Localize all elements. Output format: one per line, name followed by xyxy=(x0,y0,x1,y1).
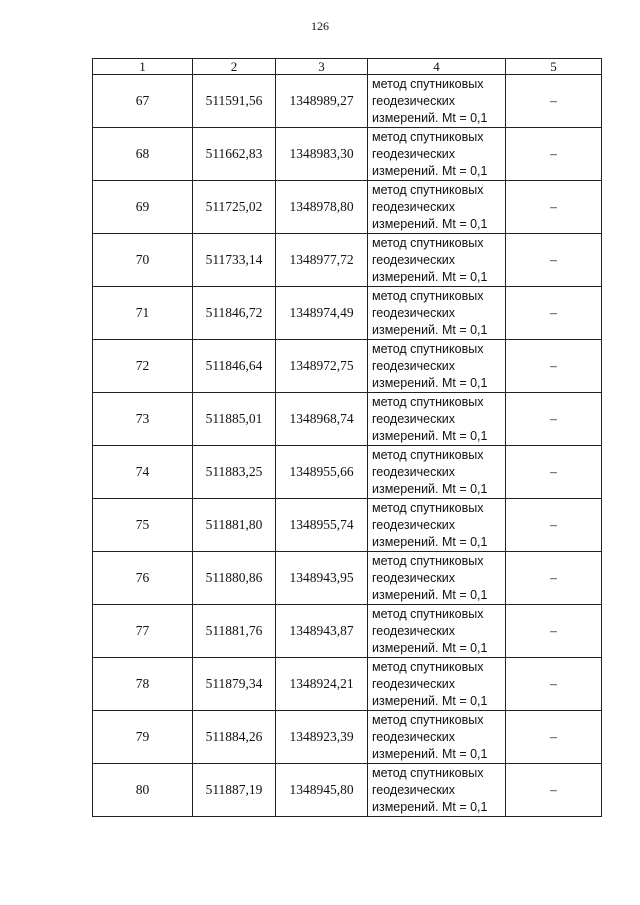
coordinate-x: 511662,83 xyxy=(193,128,276,181)
method-line-2: геодезических xyxy=(372,93,456,108)
coordinate-x: 511733,14 xyxy=(193,234,276,287)
method-line-3: измерений. Mt = 0,1 xyxy=(372,746,488,761)
note-cell: – xyxy=(506,658,602,711)
table-row xyxy=(93,128,602,181)
table-row xyxy=(93,75,602,128)
point-number: 68 xyxy=(93,128,193,181)
note-cell: – xyxy=(506,499,602,552)
point-number: 69 xyxy=(93,181,193,234)
coordinate-x: 511846,64 xyxy=(193,340,276,393)
table-row xyxy=(93,605,602,658)
header-row xyxy=(93,59,602,75)
coordinate-y: 1348968,74 xyxy=(276,393,368,446)
coordinate-x: 511887,19 xyxy=(193,764,276,817)
coordinate-y: 1348977,72 xyxy=(276,234,368,287)
method-line-2: геодезических xyxy=(372,411,456,426)
coordinate-x: 511883,25 xyxy=(193,446,276,499)
method-line-3: измерений. Mt = 0,1 xyxy=(372,428,488,443)
coordinate-x: 511880,86 xyxy=(193,552,276,605)
coordinate-y: 1348943,95 xyxy=(276,552,368,605)
method-line-3: измерений. Mt = 0,1 xyxy=(372,322,488,337)
method-line-3: измерений. Mt = 0,1 xyxy=(372,375,488,390)
table-body xyxy=(93,75,602,817)
method-cell xyxy=(368,446,506,499)
note-cell: – xyxy=(506,181,602,234)
table-row xyxy=(93,552,602,605)
coordinate-x: 511846,72 xyxy=(193,287,276,340)
method-line-2: геодезических xyxy=(372,570,456,585)
method-line-2: геодезических xyxy=(372,305,456,320)
note-cell: – xyxy=(506,75,602,128)
method-cell xyxy=(368,499,506,552)
point-number: 67 xyxy=(93,75,193,128)
point-number: 72 xyxy=(93,340,193,393)
method-line-3: измерений. Mt = 0,1 xyxy=(372,587,488,602)
method-cell xyxy=(368,75,506,128)
note-cell: – xyxy=(506,234,602,287)
method-line-2: геодезических xyxy=(372,517,456,532)
coordinate-y: 1348955,66 xyxy=(276,446,368,499)
note-cell: – xyxy=(506,552,602,605)
header-col-5: 5 xyxy=(506,59,602,75)
point-number: 78 xyxy=(93,658,193,711)
table-row xyxy=(93,711,602,764)
coordinate-y: 1348955,74 xyxy=(276,499,368,552)
point-number: 77 xyxy=(93,605,193,658)
method-cell xyxy=(368,128,506,181)
table-row xyxy=(93,340,602,393)
method-line-2: геодезических xyxy=(372,623,456,638)
method-line-3: измерений. Mt = 0,1 xyxy=(372,216,488,231)
point-number: 71 xyxy=(93,287,193,340)
method-line-3: измерений. Mt = 0,1 xyxy=(372,163,488,178)
page-number: 126 xyxy=(311,19,329,33)
method-line-3: измерений. Mt = 0,1 xyxy=(372,693,488,708)
coordinate-x: 511884,26 xyxy=(193,711,276,764)
note-cell: – xyxy=(506,128,602,181)
method-line-1: метод спутниковых xyxy=(372,182,484,197)
method-line-1: метод спутниковых xyxy=(372,341,484,356)
method-line-1: метод спутниковых xyxy=(372,129,484,144)
method-cell xyxy=(368,234,506,287)
coordinate-y: 1348943,87 xyxy=(276,605,368,658)
table-row xyxy=(93,764,602,817)
method-line-2: геодезических xyxy=(372,676,456,691)
method-line-2: геодезических xyxy=(372,729,456,744)
coordinate-x: 511725,02 xyxy=(193,181,276,234)
coordinate-y: 1348945,80 xyxy=(276,764,368,817)
method-line-3: измерений. Mt = 0,1 xyxy=(372,534,488,549)
point-number: 75 xyxy=(93,499,193,552)
table-row xyxy=(93,499,602,552)
method-line-1: метод спутниковых xyxy=(372,500,484,515)
note-cell: – xyxy=(506,393,602,446)
coordinate-y: 1348972,75 xyxy=(276,340,368,393)
method-line-3: измерений. Mt = 0,1 xyxy=(372,640,488,655)
method-line-1: метод спутниковых xyxy=(372,712,484,727)
table-row xyxy=(93,287,602,340)
coordinate-y: 1348974,49 xyxy=(276,287,368,340)
method-line-2: геодезических xyxy=(372,782,456,797)
method-line-2: геодезических xyxy=(372,146,456,161)
note-cell: – xyxy=(506,605,602,658)
coordinate-x: 511591,56 xyxy=(193,75,276,128)
method-line-1: метод спутниковых xyxy=(372,235,484,250)
coordinate-y: 1348989,27 xyxy=(276,75,368,128)
method-line-1: метод спутниковых xyxy=(372,659,484,674)
table-row xyxy=(93,658,602,711)
method-line-1: метод спутниковых xyxy=(372,606,484,621)
method-line-1: метод спутниковых xyxy=(372,765,484,780)
method-cell xyxy=(368,605,506,658)
method-line-1: метод спутниковых xyxy=(372,288,484,303)
header-col-1: 1 xyxy=(93,59,193,75)
coordinate-x: 511881,76 xyxy=(193,605,276,658)
header-col-2: 2 xyxy=(193,59,276,75)
table-row xyxy=(93,393,602,446)
point-number: 79 xyxy=(93,711,193,764)
method-line-3: измерений. Mt = 0,1 xyxy=(372,110,488,125)
coordinate-y: 1348924,21 xyxy=(276,658,368,711)
method-line-2: геодезических xyxy=(372,252,456,267)
coordinate-y: 1348923,39 xyxy=(276,711,368,764)
point-number: 70 xyxy=(93,234,193,287)
method-cell xyxy=(368,287,506,340)
table-row xyxy=(93,181,602,234)
coordinate-y: 1348983,30 xyxy=(276,128,368,181)
method-line-3: измерений. Mt = 0,1 xyxy=(372,799,488,814)
method-line-1: метод спутниковых xyxy=(372,447,484,462)
coordinate-y: 1348978,80 xyxy=(276,181,368,234)
method-cell xyxy=(368,552,506,605)
point-number: 74 xyxy=(93,446,193,499)
header-col-4: 4 xyxy=(368,59,506,75)
coordinates-table xyxy=(92,58,602,817)
point-number: 76 xyxy=(93,552,193,605)
method-line-2: геодезических xyxy=(372,199,456,214)
method-line-1: метод спутниковых xyxy=(372,394,484,409)
method-cell xyxy=(368,181,506,234)
method-cell xyxy=(368,711,506,764)
point-number: 80 xyxy=(93,764,193,817)
method-cell xyxy=(368,658,506,711)
note-cell: – xyxy=(506,340,602,393)
method-line-2: геодезических xyxy=(372,464,456,479)
header-col-3: 3 xyxy=(276,59,368,75)
point-number: 73 xyxy=(93,393,193,446)
note-cell: – xyxy=(506,287,602,340)
table-header xyxy=(93,59,602,75)
method-line-1: метод спутниковых xyxy=(372,76,484,91)
method-line-3: измерений. Mt = 0,1 xyxy=(372,269,488,284)
coordinate-x: 511885,01 xyxy=(193,393,276,446)
table-row xyxy=(93,446,602,499)
note-cell: – xyxy=(506,446,602,499)
method-line-2: геодезических xyxy=(372,358,456,373)
method-line-1: метод спутниковых xyxy=(372,553,484,568)
note-cell: – xyxy=(506,764,602,817)
method-cell xyxy=(368,764,506,817)
coordinate-x: 511881,80 xyxy=(193,499,276,552)
method-cell xyxy=(368,393,506,446)
method-cell xyxy=(368,340,506,393)
method-line-3: измерений. Mt = 0,1 xyxy=(372,481,488,496)
table-row xyxy=(93,234,602,287)
note-cell: – xyxy=(506,711,602,764)
coordinate-x: 511879,34 xyxy=(193,658,276,711)
